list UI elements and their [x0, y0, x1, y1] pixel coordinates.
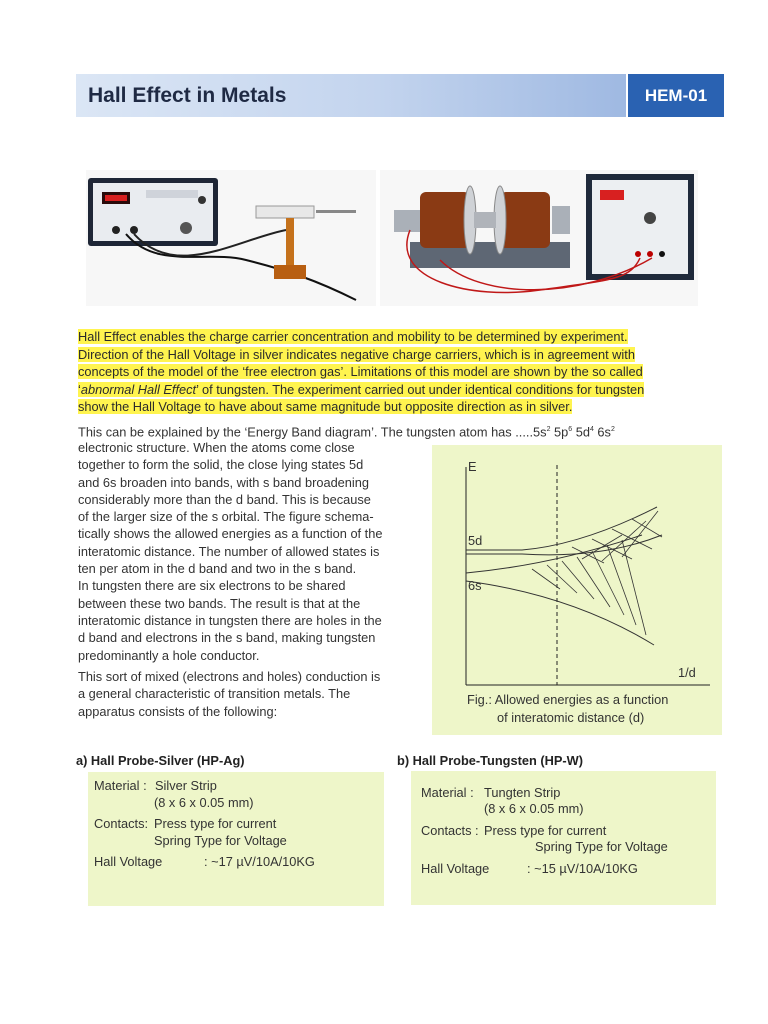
band-label-6s: 6s [468, 578, 482, 593]
body-line: and 6s broaden into bands, with s band broadening [78, 474, 369, 490]
config-term: 5p [550, 424, 569, 440]
body-line: between these two bands. The result is that at the [78, 595, 361, 611]
band-label-5d: 5d [468, 533, 483, 548]
body-line: of the larger size of the s orbital. The figure schema- [78, 509, 374, 525]
body-line: d band and electrons in the s band, making tungsten [78, 630, 376, 646]
intro-quote: ‘ [78, 381, 81, 397]
contacts-value: Spring Type for Voltage [154, 833, 287, 848]
product-code: HEM-01 [644, 86, 708, 105]
contacts-value: Press type for current [484, 823, 607, 838]
material-value: Silver Strip [155, 778, 217, 793]
body-line: interatomic distance in tungsten there are holes in the [78, 612, 382, 628]
caption-line: Fig.: Allowed energies as a function [467, 692, 669, 707]
body-line: electronic structure. When the atoms come close [78, 440, 355, 455]
abnormal-hall-effect-term: abnormal Hall Effect [80, 381, 197, 397]
title-banner [76, 74, 626, 117]
probe-b-title: b) Hall Probe-Tungsten (HP-W) [397, 753, 584, 768]
body-line: tically shows the allowed energies as a function of the [78, 526, 383, 542]
body-line: ten per atom in the d band and two in the s band. [78, 561, 357, 577]
body-line: This sort of mixed (electrons and holes) conduction is [78, 669, 381, 684]
distance-axis-label: 1/d [678, 665, 696, 680]
body-line: together to form the solid, the close lying states 5d [78, 457, 364, 473]
body-text: This can be explained by the ‘Energy Band diagram’. The tungsten atom has .....5s [78, 424, 547, 440]
body-line: In tungsten there are six electrons to be shared [78, 578, 346, 594]
energy-axis-label: E [468, 459, 477, 474]
contacts-value: Press type for current [154, 816, 277, 831]
config-term: 5d [572, 424, 590, 440]
material-dims: (8 x 6 x 0.05 mm) [484, 801, 584, 816]
contacts-value: Spring Type for Voltage [535, 839, 668, 854]
body-line: predominantly a hole conductor. [78, 647, 260, 663]
intro-line: ’ of tungsten. The experiment carried out under identical conditions for tungsten [196, 381, 645, 397]
hall-voltage-label: Hall Voltage [421, 861, 490, 876]
hall-voltage-value: : ~17 µV/10A/10KG [204, 854, 315, 869]
probe-b-spec-box [411, 771, 716, 905]
mixed-conduction-paragraph [78, 668, 423, 720]
superscript: 2 [610, 426, 615, 433]
material-value: Tungten Strip [484, 785, 561, 800]
body-line: interatomic distance. The number of allowed states is [78, 543, 380, 559]
probe-a-title: a) Hall Probe-Silver (HP-Ag) [76, 753, 245, 768]
hall-voltage-label: Hall Voltage [94, 854, 163, 869]
product-code-badge [628, 74, 724, 117]
superscript: 2 [546, 426, 551, 433]
page-header [76, 74, 724, 117]
body-line: apparatus consists of the following: [78, 703, 278, 719]
intro-paragraph [78, 328, 718, 416]
intro-line: Direction of the Hall Voltage in silver indicates negative charge carriers, which is in agreement with [78, 346, 635, 362]
body-line: a general characteristic of transition metals. The [78, 686, 351, 702]
tungsten-config-line [78, 421, 708, 441]
material-label: Material : [94, 778, 147, 793]
intro-line: concepts of the model of the ‘free electron gas’. Limitations of this model are shown by the so called [78, 364, 643, 379]
probe-a-spec-box [88, 772, 384, 906]
caption-line: of interatomic distance (d) [497, 710, 645, 725]
page-title: Hall Effect in Metals [88, 84, 287, 107]
contacts-label: Contacts : [421, 823, 479, 838]
material-dims: (8 x 6 x 0.05 mm) [154, 795, 254, 810]
contacts-label: Contacts: [94, 816, 149, 831]
intro-line: Hall Effect enables the charge carrier concentration and mobility to be determined by experiment. [78, 329, 628, 344]
body-line: considerably more than the d band. This is because [78, 491, 371, 507]
hall-probe-setup-photo [86, 170, 376, 306]
electromagnet-setup-photo [380, 170, 698, 306]
figure-caption [467, 691, 717, 727]
material-label: Material : [421, 785, 474, 800]
superscript: 4 [589, 426, 594, 433]
superscript: 6 [568, 426, 573, 433]
config-term: 6s [593, 424, 611, 440]
intro-line: show the Hall Voltage to have about same magnitude but opposite direction as in silver. [78, 399, 573, 414]
band-explanation-paragraph [78, 439, 428, 664]
hall-voltage-value: : ~15 µV/10A/10KG [527, 861, 638, 876]
